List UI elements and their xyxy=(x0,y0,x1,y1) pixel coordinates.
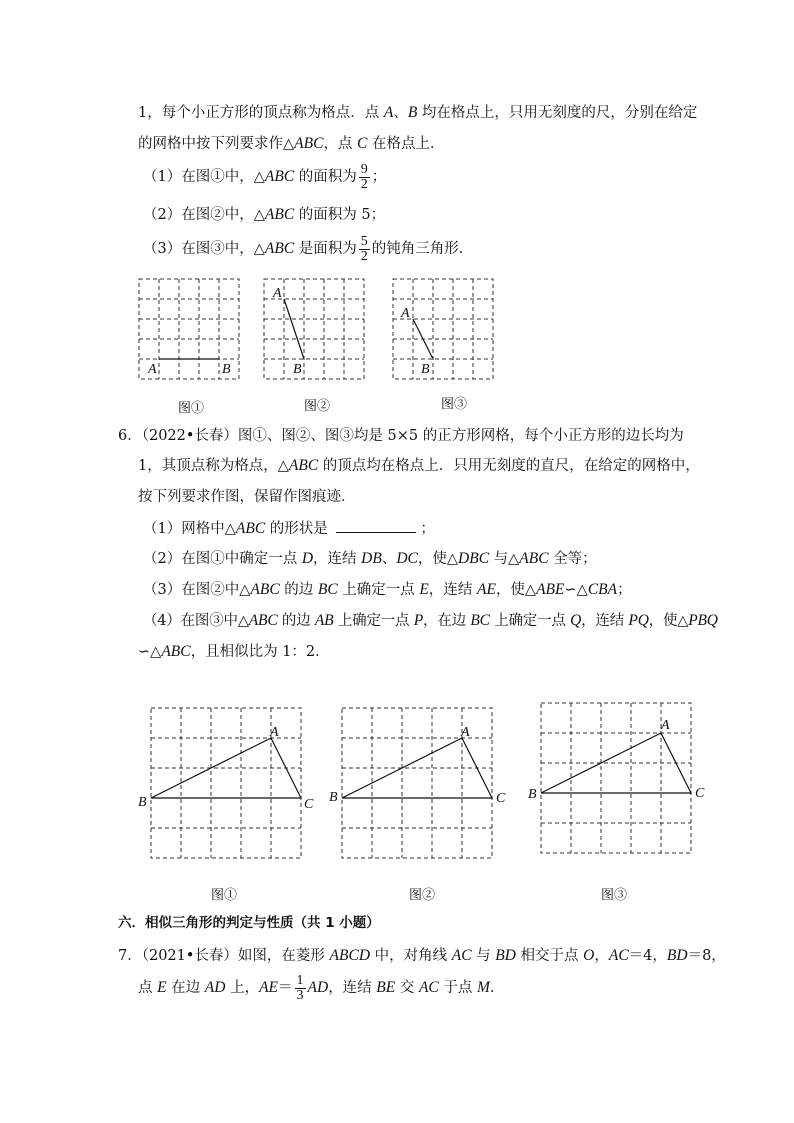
q6-sub-1: （1）网格中△ABC 的形状是 ； xyxy=(143,520,435,537)
q6-sub-4: （4）在图③中△ABC 的边 AB 上确定一点 P，在边 BC 上确定一点 Q，连结 PQ，使△PBQ xyxy=(143,612,718,629)
q6-caption-2: 图② xyxy=(409,887,436,902)
q6-fig3-label-c: C xyxy=(695,786,705,801)
q6-figures xyxy=(0,690,794,910)
q6-sub-2: （2）在图①中确定一点 D，连结 DB、DC，使△DBC 与△ABC 全等； xyxy=(143,550,597,567)
q7-line-2: 点 E 在边 AD 上，AE＝ $\frac{1}{3}$ AD，连结 BE 交 AC 于点 M． xyxy=(138,972,505,1003)
q5-sub-2: （2）在图②中，△ABC 的面积为 5； xyxy=(143,206,386,223)
q5-caption-3: 图③ xyxy=(441,396,468,411)
q6-sub-3: （3）在图②中△ABC 的边 BC 上确定一点 E，连结 AE，使△ABE∽△CBA； xyxy=(143,581,632,598)
q5-fig2-label-a: A xyxy=(273,286,282,301)
q6-caption-1: 图① xyxy=(211,887,238,902)
fraction-1-3: $\frac{1}{3}$ xyxy=(296,972,304,1003)
answer-blank[interactable] xyxy=(336,518,416,533)
section-heading: 六．相似三角形的判定与性质（共 1 小题） xyxy=(118,915,380,931)
q6-fig3-label-a: A xyxy=(661,718,670,733)
fraction-9-2: $\frac{9}{2}$ xyxy=(360,161,368,192)
q5-fig3-label-b: B xyxy=(421,362,430,377)
q6-fig1-label-a: A xyxy=(270,725,279,740)
q6-fig2-label-b: B xyxy=(329,790,338,805)
q5-fig2-label-b: B xyxy=(293,362,302,377)
q6-line-2: 1，其顶点称为格点，△ABC 的顶点均在格点上．只用无刻度的直尺，在给定的网格中， xyxy=(138,457,700,474)
q6-line-3: 按下列要求作图，保留作图痕迹． xyxy=(138,489,356,505)
q6-fig1-label-b: B xyxy=(138,795,147,810)
q5-fig3-label-a: A xyxy=(401,306,410,321)
q5-line-1: 1，每个小正方形的顶点称为格点．点 A、B 均在格点上，只用无刻度的尺，分别在给定 xyxy=(138,104,698,121)
fraction-5-2: $\frac{5}{2}$ xyxy=(360,233,368,264)
q6-fig2-label-a: A xyxy=(461,725,470,740)
q6-line-1: 6．（2022•长春）图①、图②、图③均是 5×5 的正方形网格，每个小正方形的边长均为 xyxy=(118,428,684,444)
q5-grid-3 xyxy=(393,279,493,379)
q5-sub-1: （1）在图①中，△ABC 的面积为 $\frac{9}{2}$ ； xyxy=(143,161,387,192)
q5-line-2: 的网格中按下列要求作△ABC，点 C 在格点上． xyxy=(138,135,445,152)
q6-fig3-label-b: B xyxy=(528,787,537,802)
q5-fig1-label-b: B xyxy=(222,362,231,377)
q5-caption-2: 图② xyxy=(304,398,331,413)
q6-caption-3: 图③ xyxy=(601,887,628,902)
q6-sub-4-line-2: ∽△ABC，且相似比为 1：2． xyxy=(138,643,330,660)
q6-fig1-label-c: C xyxy=(304,797,314,812)
q5-caption-1: 图① xyxy=(178,400,205,415)
q5-figures xyxy=(0,270,794,420)
q7-line-1: 7．（2021•长春）如图，在菱形 ABCD 中，对角线 AC 与 BD 相交于点 O，AC＝4，BD＝8， xyxy=(118,947,726,964)
q6-fig2-label-c: C xyxy=(496,791,506,806)
q5-sub-3: （3）在图③中，△ABC 是面积为 $\frac{5}{2}$ 的钝角三角形． xyxy=(143,233,474,264)
q5-fig2-segment-ab xyxy=(284,299,304,359)
q5-fig1-label-a: A xyxy=(148,362,157,377)
